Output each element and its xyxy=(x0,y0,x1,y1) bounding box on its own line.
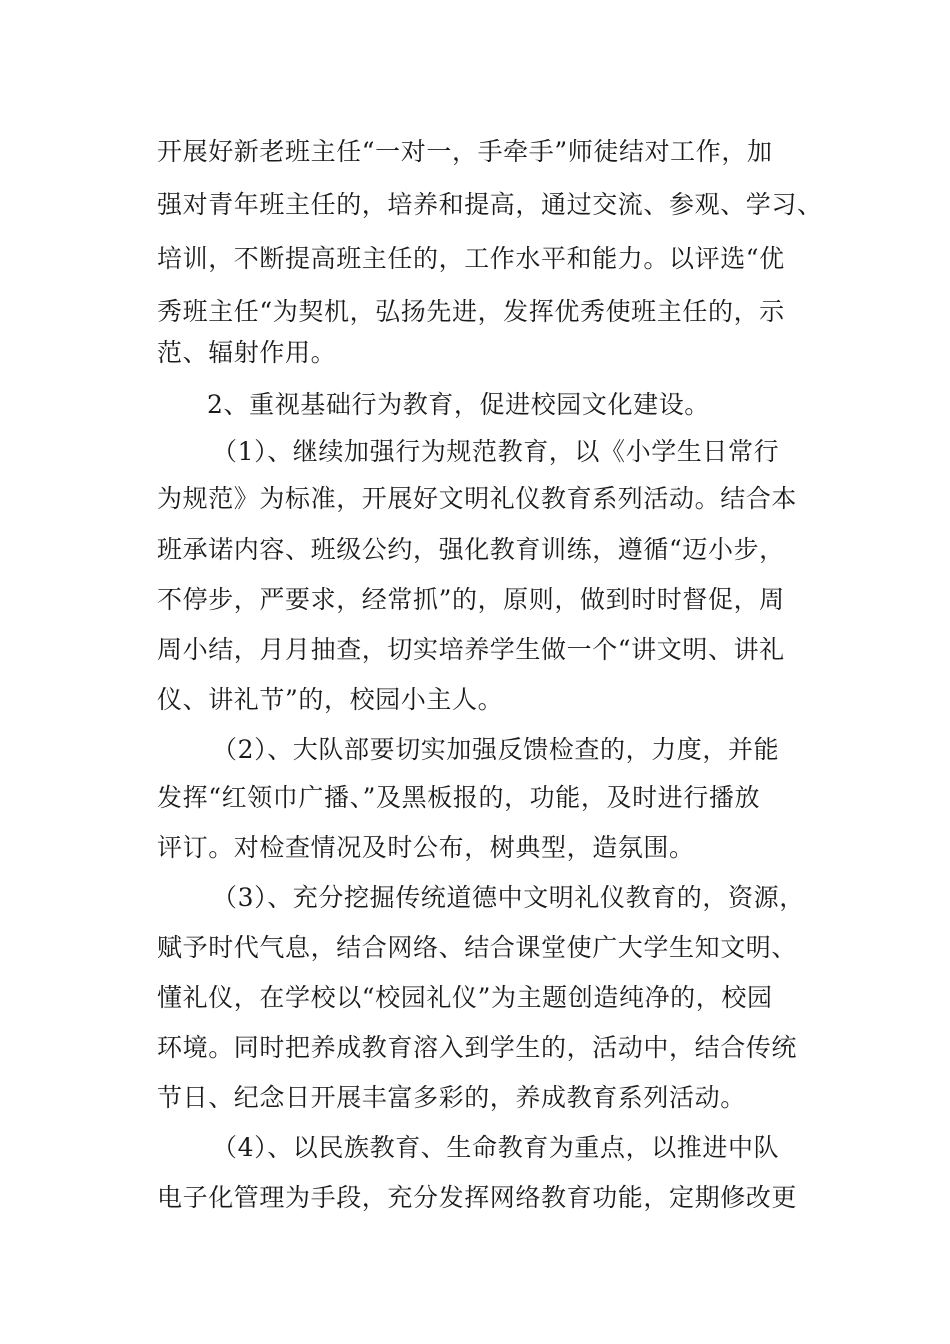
text-line: 范、辐射作用。 xyxy=(157,338,337,367)
text-line: （2）、大队部要切实加强反馈检查的，力度，并能 xyxy=(212,735,780,764)
text-line: （3）、充分挖掘传统道德中文明礼仪教育的，资源， xyxy=(212,883,805,912)
text-line: 节日、纪念日开展丰富多彩的，养成教育系列活动。 xyxy=(157,1083,746,1112)
text-line: 班承诺内容、班级公约，强化教育训练，遵循“迈小步， xyxy=(157,535,785,564)
text-line: 电子化管理为手段，充分发挥网络教育功能，定期修改更 xyxy=(157,1183,798,1212)
text-line: 赋予时代气息，结合网络、结合课堂使广大学生知文明、 xyxy=(157,933,798,962)
text-line: 仪、讲礼节”的，校园小主人。 xyxy=(157,685,504,714)
text-line: （1）、继续加强行为规范教育，以《小学生日常行 xyxy=(212,437,780,466)
text-line: 环境。同时把养成教育溶入到学生的，活动中，结合传统 xyxy=(157,1033,798,1062)
text-line: 懂礼仪，在学校以“校园礼仪”为主题创造纯净的，校园 xyxy=(157,983,773,1012)
section-heading: 2、重视基础行为教育，促进校园文化建设。 xyxy=(207,390,710,419)
text-line: 为规范》为标准，开展好文明礼仪教育系列活动。结合本 xyxy=(157,484,798,513)
text-line: 不停步，严要求，经常抓”的，原则，做到时时督促，周 xyxy=(157,585,785,614)
text-line: 开展好新老班主任“一对一，手牵手”师徒结对工作，加 xyxy=(157,137,773,166)
text-line: 培训，不断提高班主任的，工作水平和能力。以评选“优 xyxy=(157,244,785,273)
text-line: （4）、以民族教育、生命教育为重点，以推进中队 xyxy=(212,1133,780,1162)
text-line: 周小结，月月抽查，切实培养学生做一个“讲文明、讲礼 xyxy=(157,635,785,664)
text-line: 发挥“红领巾广播、”及黑板报的，功能，及时进行播放 xyxy=(157,783,761,812)
text-line: 秀班主任“为契机，弘扬先进，发挥优秀使班主任的，示 xyxy=(157,297,785,326)
text-line: 评订。对检查情况及时公布，树典型，造氛围。 xyxy=(157,833,695,862)
text-line: 强对青年班主任的，培养和提高，通过交流、参观、学习、 xyxy=(157,190,823,219)
